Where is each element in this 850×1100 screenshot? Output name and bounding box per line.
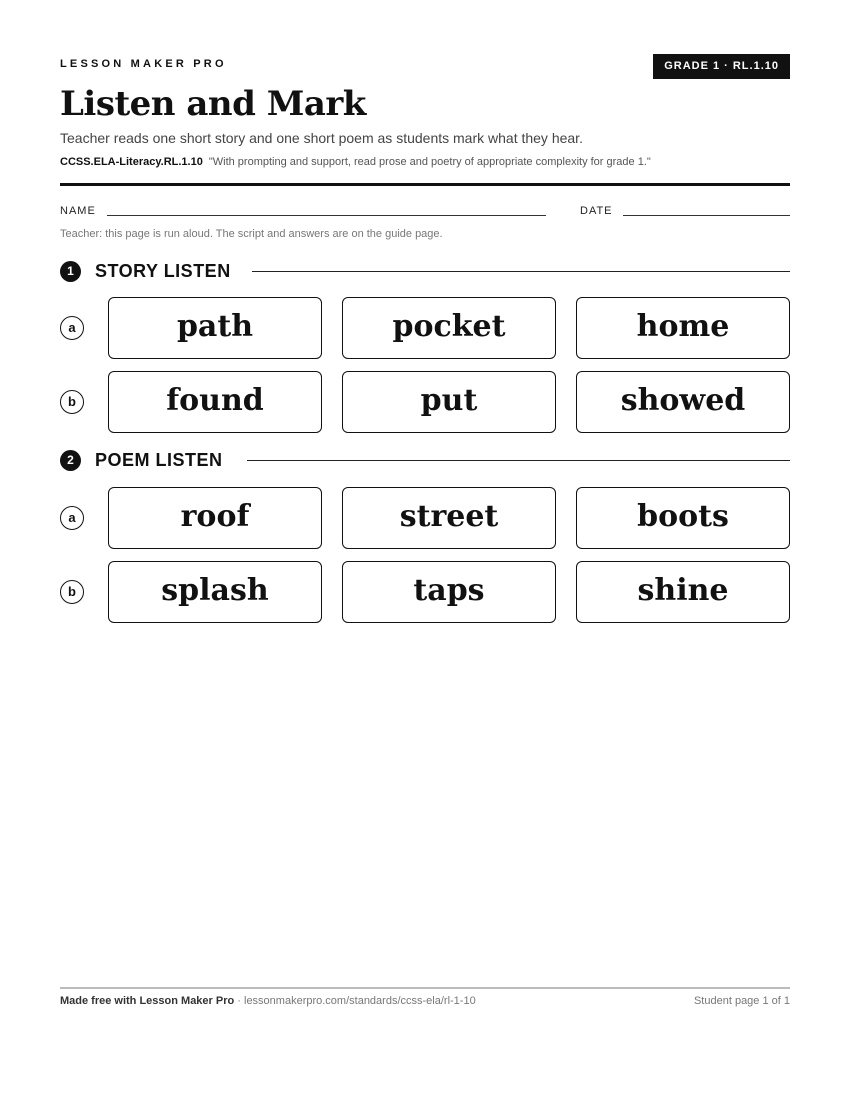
word-card[interactable]: roof	[108, 487, 322, 549]
footer-credit	[60, 995, 476, 1007]
name-label: NAME	[60, 205, 96, 217]
word-card[interactable]: put	[342, 371, 556, 433]
date-field[interactable]	[623, 215, 790, 216]
word-card[interactable]: found	[108, 371, 322, 433]
word-card[interactable]: path	[108, 297, 322, 359]
section-story-listen	[60, 259, 790, 283]
page-subtitle: Teacher reads one short story and one short poem as students mark what they hear.	[60, 130, 583, 146]
footer-made-with: Made free with Lesson Maker Pro	[60, 995, 235, 1007]
row-letter-badge: b	[60, 390, 84, 414]
section-title: POEM LISTEN	[95, 450, 223, 470]
header-divider	[60, 183, 790, 186]
row-letter-badge: a	[60, 506, 84, 530]
date-label: DATE	[580, 205, 613, 217]
word-card[interactable]: taps	[342, 561, 556, 623]
word-card[interactable]: home	[576, 297, 790, 359]
section-poem-listen	[60, 448, 790, 472]
word-row	[60, 297, 790, 359]
row-letter-badge: b	[60, 580, 84, 604]
row-letter-badge: a	[60, 316, 84, 340]
word-card[interactable]: street	[342, 487, 556, 549]
word-card[interactable]: showed	[576, 371, 790, 433]
word-row	[60, 371, 790, 433]
page-title: Listen and Mark	[60, 84, 366, 124]
section-number-badge: 2	[60, 450, 81, 471]
brand-name: LESSON MAKER PRO	[60, 58, 227, 70]
footer-divider	[60, 987, 790, 989]
standard-text: "With prompting and support, read prose and poetry of appropriate complexity for grade 1."	[208, 156, 651, 168]
grade-badge: GRADE 1 · RL.1.10	[653, 54, 790, 79]
word-row	[60, 487, 790, 549]
section-number-badge: 1	[60, 261, 81, 282]
section-divider	[252, 271, 790, 272]
word-card[interactable]: pocket	[342, 297, 556, 359]
section-divider	[247, 460, 790, 461]
footer-page-label: Student page 1 of 1	[693, 995, 790, 1007]
name-field[interactable]	[107, 215, 546, 216]
word-row	[60, 561, 790, 623]
worksheet-page	[60, 0, 790, 1100]
word-card[interactable]: boots	[576, 487, 790, 549]
word-card[interactable]: shine	[576, 561, 790, 623]
teacher-note: Teacher: this page is run aloud. The script and answers are on the guide page.	[60, 228, 443, 240]
standard-line	[60, 156, 651, 168]
word-card[interactable]: splash	[108, 561, 322, 623]
standard-code: CCSS.ELA-Literacy.RL.1.10	[60, 156, 203, 168]
footer-url[interactable]: · lessonmakerpro.com/standards/ccss-ela/rl-1-10	[234, 995, 476, 1007]
section-title: STORY LISTEN	[95, 261, 231, 281]
